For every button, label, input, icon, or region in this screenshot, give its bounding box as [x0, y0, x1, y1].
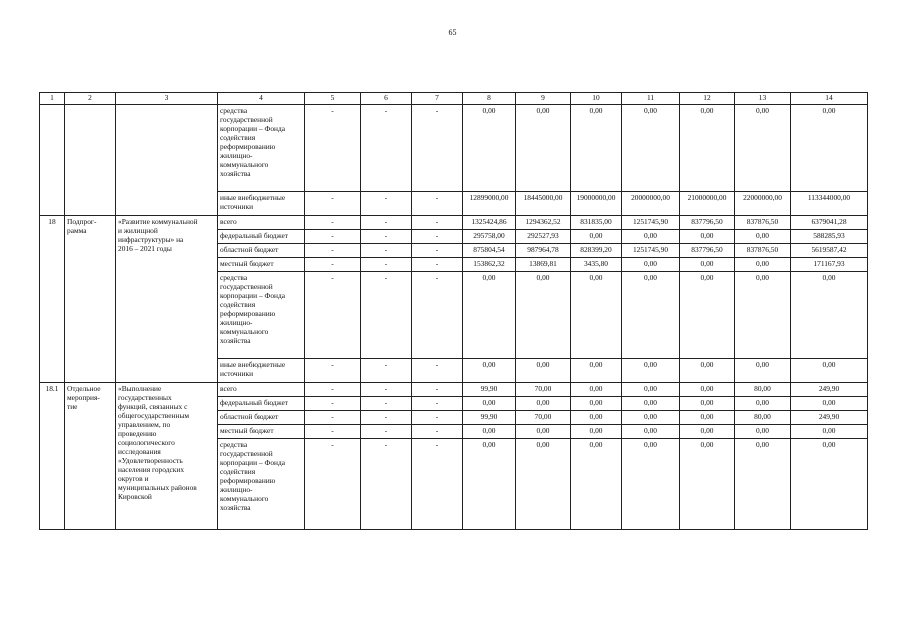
header-row — [40, 93, 868, 105]
status-cell: Подпрог- рамма — [65, 216, 116, 383]
value-cell: - — [361, 272, 412, 359]
value-cell: 249,90 — [791, 383, 868, 397]
value-cell: - — [361, 383, 412, 397]
value-cell: - — [412, 216, 463, 230]
table-row — [40, 216, 868, 230]
value-cell: - — [361, 439, 412, 530]
value-cell: 0,00 — [791, 425, 868, 439]
value-cell: 0,00 — [791, 105, 868, 192]
value-cell: 0,00 — [516, 359, 571, 383]
value-cell: 828399,20 — [571, 244, 622, 258]
column-header: 12 — [680, 93, 735, 105]
value-cell: - — [361, 258, 412, 272]
value-cell: 0,00 — [516, 105, 571, 192]
value-cell: 831835,00 — [571, 216, 622, 230]
column-header: 9 — [516, 93, 571, 105]
source-cell: всего — [218, 216, 305, 230]
value-cell: - — [305, 272, 361, 359]
value-cell: - — [305, 425, 361, 439]
source-cell: средства государственной корпорации – Фонда содействия реформированию жилищно- коммунального хозяйства — [218, 439, 305, 530]
value-cell: 0,00 — [735, 230, 791, 244]
row-number — [40, 105, 65, 216]
table-row — [40, 105, 868, 192]
value-cell: 0,00 — [791, 397, 868, 411]
value-cell: 292527,93 — [516, 230, 571, 244]
value-cell: 837876,50 — [735, 244, 791, 258]
source-cell: областной бюджет — [218, 411, 305, 425]
value-cell: 295758,00 — [463, 230, 516, 244]
value-cell: - — [305, 244, 361, 258]
value-cell: 13869,81 — [516, 258, 571, 272]
value-cell: 0,00 — [622, 397, 680, 411]
value-cell: 0,00 — [622, 230, 680, 244]
value-cell: 80,00 — [735, 411, 791, 425]
title-cell: «Развитие коммунальной и жилищной инфраструктуры» на 2016 – 2021 годы — [116, 216, 218, 383]
value-cell: 171167,93 — [791, 258, 868, 272]
value-cell: 0,00 — [735, 105, 791, 192]
value-cell: - — [412, 258, 463, 272]
column-header: 2 — [65, 93, 116, 105]
value-cell: 0,00 — [571, 105, 622, 192]
value-cell: 0,00 — [571, 230, 622, 244]
value-cell: - — [412, 244, 463, 258]
source-cell: местный бюджет — [218, 258, 305, 272]
value-cell: - — [305, 359, 361, 383]
value-cell: 0,00 — [463, 397, 516, 411]
value-cell: - — [361, 230, 412, 244]
value-cell: 875804,54 — [463, 244, 516, 258]
value-cell: 0,00 — [571, 411, 622, 425]
source-cell: иные внебюджетные источники — [218, 192, 305, 216]
value-cell: 0,00 — [463, 425, 516, 439]
value-cell: - — [361, 425, 412, 439]
value-cell: 0,00 — [516, 439, 571, 530]
value-cell: - — [361, 411, 412, 425]
value-cell: 1251745,90 — [622, 244, 680, 258]
column-header: 8 — [463, 93, 516, 105]
value-cell: - — [305, 230, 361, 244]
value-cell: 0,00 — [680, 105, 735, 192]
title-cell: «Выполнение государственных функций, связанных с общегосударственным управлением, по проведению социологического исследования «Удовлетворенность населения городских округов и муниципальных районов Кировской — [116, 383, 218, 530]
value-cell: 0,00 — [735, 397, 791, 411]
value-cell: - — [412, 425, 463, 439]
value-cell: - — [361, 192, 412, 216]
value-cell: 70,00 — [516, 411, 571, 425]
value-cell: - — [305, 397, 361, 411]
value-cell: - — [412, 272, 463, 359]
value-cell: 6379041,28 — [791, 216, 868, 230]
value-cell: 0,00 — [680, 258, 735, 272]
value-cell: 99,90 — [463, 383, 516, 397]
value-cell: 153862,32 — [463, 258, 516, 272]
value-cell: 0,00 — [680, 383, 735, 397]
source-cell: иные внебюджетные источники — [218, 359, 305, 383]
value-cell: - — [412, 411, 463, 425]
value-cell: - — [412, 439, 463, 530]
value-cell: - — [412, 359, 463, 383]
source-cell: всего — [218, 383, 305, 397]
value-cell: 0,00 — [680, 272, 735, 359]
column-header: 5 — [305, 93, 361, 105]
value-cell: 0,00 — [791, 272, 868, 359]
column-header: 13 — [735, 93, 791, 105]
value-cell: 0,00 — [516, 425, 571, 439]
value-cell: 0,00 — [622, 258, 680, 272]
value-cell: 0,00 — [571, 359, 622, 383]
value-cell: - — [305, 383, 361, 397]
value-cell: 5619587,42 — [791, 244, 868, 258]
value-cell: 0,00 — [791, 439, 868, 530]
source-cell: средства государственной корпорации – Фонда содействия реформированию жилищно- коммунального хозяйства — [218, 105, 305, 192]
value-cell: 0,00 — [622, 272, 680, 359]
value-cell: 99,90 — [463, 411, 516, 425]
value-cell: 0,00 — [735, 258, 791, 272]
value-cell: - — [412, 192, 463, 216]
value-cell: 0,00 — [735, 425, 791, 439]
value-cell: 0,00 — [571, 272, 622, 359]
value-cell: - — [412, 383, 463, 397]
value-cell: 588285,93 — [791, 230, 868, 244]
column-header: 10 — [571, 93, 622, 105]
value-cell: 837876,50 — [735, 216, 791, 230]
value-cell: - — [361, 397, 412, 411]
value-cell: - — [361, 359, 412, 383]
value-cell: 0,00 — [463, 105, 516, 192]
value-cell: 837796,50 — [680, 244, 735, 258]
value-cell: - — [305, 258, 361, 272]
source-cell: федеральный бюджет — [218, 230, 305, 244]
value-cell: 0,00 — [571, 439, 622, 530]
value-cell: 0,00 — [516, 397, 571, 411]
value-cell: 837796,50 — [680, 216, 735, 230]
row-number: 18.1 — [40, 383, 65, 530]
value-cell: 3435,80 — [571, 258, 622, 272]
value-cell: 0,00 — [516, 272, 571, 359]
title-cell — [116, 105, 218, 216]
value-cell: 0,00 — [622, 105, 680, 192]
source-cell: местный бюджет — [218, 425, 305, 439]
value-cell: 0,00 — [680, 397, 735, 411]
column-header: 4 — [218, 93, 305, 105]
value-cell: 12899000,00 — [463, 192, 516, 216]
value-cell: 1294362,52 — [516, 216, 571, 230]
value-cell: - — [412, 105, 463, 192]
value-cell: 0,00 — [791, 359, 868, 383]
column-header: 14 — [791, 93, 868, 105]
column-header: 6 — [361, 93, 412, 105]
column-header: 1 — [40, 93, 65, 105]
value-cell: 0,00 — [571, 397, 622, 411]
value-cell: - — [412, 397, 463, 411]
table-row — [40, 383, 868, 397]
value-cell: 0,00 — [622, 359, 680, 383]
value-cell: 1251745,90 — [622, 216, 680, 230]
value-cell: 70,00 — [516, 383, 571, 397]
page-number: 65 — [448, 28, 457, 37]
status-cell — [65, 105, 116, 216]
value-cell: 0,00 — [622, 439, 680, 530]
value-cell: 0,00 — [680, 425, 735, 439]
value-cell: 0,00 — [735, 439, 791, 530]
source-cell: областной бюджет — [218, 244, 305, 258]
value-cell: - — [305, 192, 361, 216]
value-cell: - — [305, 216, 361, 230]
value-cell: - — [412, 230, 463, 244]
value-cell: 0,00 — [463, 439, 516, 530]
value-cell: 0,00 — [571, 425, 622, 439]
value-cell: 113344000,00 — [791, 192, 868, 216]
value-cell: 0,00 — [680, 230, 735, 244]
source-cell: средства государственной корпорации – Фонда содействия реформированию жилищно- коммунального хозяйства — [218, 272, 305, 359]
value-cell: 19000000,00 — [571, 192, 622, 216]
value-cell: 0,00 — [735, 359, 791, 383]
status-cell: Отдельное мероприя- тие — [65, 383, 116, 530]
value-cell: 20000000,00 — [622, 192, 680, 216]
value-cell: 21000000,00 — [680, 192, 735, 216]
value-cell: - — [305, 105, 361, 192]
value-cell: 0,00 — [680, 439, 735, 530]
value-cell: - — [361, 244, 412, 258]
value-cell: 0,00 — [622, 411, 680, 425]
value-cell: - — [305, 439, 361, 530]
value-cell: 987964,78 — [516, 244, 571, 258]
value-cell: 0,00 — [571, 383, 622, 397]
value-cell: 0,00 — [735, 272, 791, 359]
value-cell: 0,00 — [680, 359, 735, 383]
value-cell: 22000000,00 — [735, 192, 791, 216]
value-cell: 0,00 — [463, 359, 516, 383]
value-cell: 80,00 — [735, 383, 791, 397]
value-cell: - — [305, 411, 361, 425]
source-cell: федеральный бюджет — [218, 397, 305, 411]
value-cell: 0,00 — [680, 411, 735, 425]
value-cell: - — [361, 105, 412, 192]
value-cell: 0,00 — [622, 383, 680, 397]
value-cell: 0,00 — [622, 425, 680, 439]
column-header: 11 — [622, 93, 680, 105]
value-cell: 0,00 — [463, 272, 516, 359]
value-cell: 1325424,86 — [463, 216, 516, 230]
column-header: 3 — [116, 93, 218, 105]
value-cell: 249,90 — [791, 411, 868, 425]
budget-table — [39, 92, 868, 530]
row-number: 18 — [40, 216, 65, 383]
value-cell: - — [361, 216, 412, 230]
value-cell: 18445000,00 — [516, 192, 571, 216]
column-header: 7 — [412, 93, 463, 105]
